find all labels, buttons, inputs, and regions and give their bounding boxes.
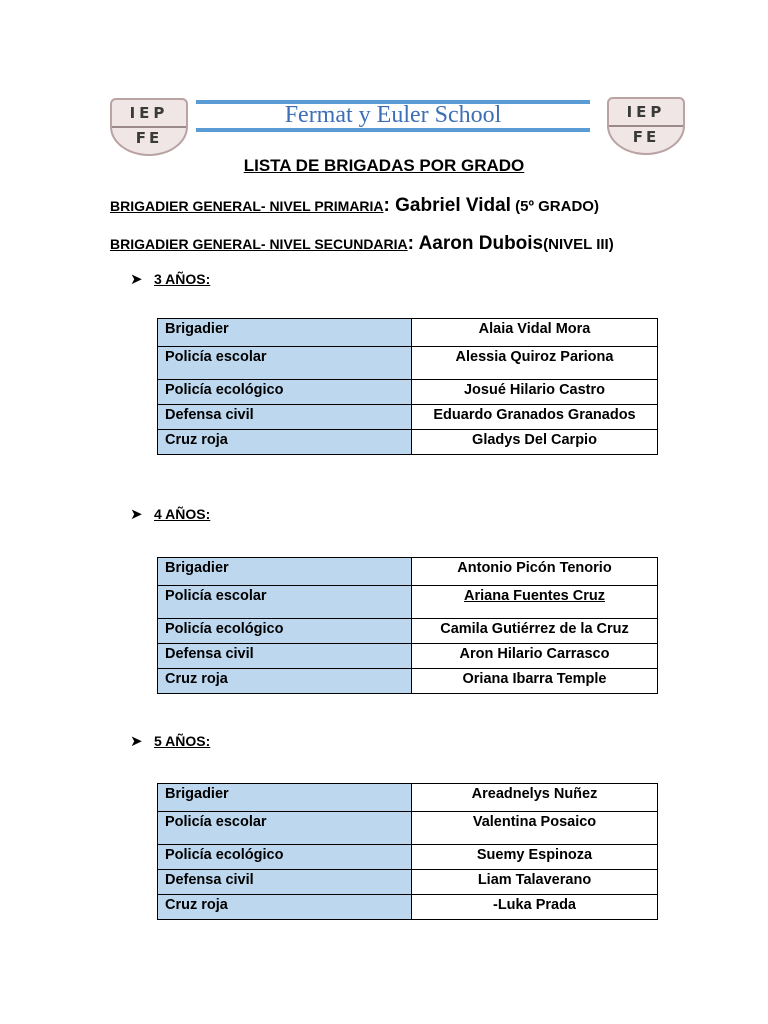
person-cell: Oriana Ibarra Temple [412, 669, 658, 694]
general-label: BRIGADIER GENERAL- NIVEL SECUNDARIA [110, 236, 408, 252]
school-seal-logo [607, 97, 685, 155]
table-row [158, 619, 658, 644]
section-heading-4-anos [130, 505, 210, 523]
person-cell: -Luka Prada [412, 895, 658, 920]
person-cell: Alaia Vidal Mora [412, 319, 658, 347]
role-cell: Brigadier [158, 558, 412, 586]
role-cell: Defensa civil [158, 405, 412, 430]
role-cell: Defensa civil [158, 644, 412, 669]
role-cell: Policía escolar [158, 347, 412, 380]
role-cell: Cruz roja [158, 669, 412, 694]
role-cell: Policía escolar [158, 812, 412, 845]
brigade-table-3-anos [157, 318, 658, 455]
role-cell: Policía ecológico [158, 845, 412, 870]
seal-bottom-text: FE [112, 126, 186, 147]
table-row [158, 347, 658, 380]
person-cell: Gladys Del Carpio [412, 430, 658, 455]
seal-top-text: IEP [626, 103, 666, 121]
section-heading-3-anos [130, 270, 210, 288]
person-cell: Valentina Posaico [412, 812, 658, 845]
general-separator: : [383, 195, 396, 216]
header-rule-bottom [196, 128, 590, 132]
table-row [158, 558, 658, 586]
general-secundaria-line [110, 233, 614, 255]
table-row [158, 812, 658, 845]
general-grade: (NIVEL III) [543, 236, 614, 253]
section-heading-text: 3 AÑOS: [154, 271, 211, 287]
role-cell: Policía ecológico [158, 380, 412, 405]
general-name: Aaron Dubois [418, 233, 544, 254]
role-cell: Brigadier [158, 319, 412, 347]
role-cell: Policía ecológico [158, 619, 412, 644]
general-label: BRIGADIER GENERAL- NIVEL PRIMARIA [110, 198, 384, 214]
role-cell: Cruz roja [158, 430, 412, 455]
table-row [158, 380, 658, 405]
school-seal-logo [110, 98, 188, 156]
role-cell: Policía escolar [158, 586, 412, 619]
brigade-table-5-anos [157, 783, 658, 920]
general-primaria-line [110, 195, 599, 217]
role-cell: Brigadier [158, 784, 412, 812]
person-cell: Aron Hilario Carrasco [412, 644, 658, 669]
table-row [158, 870, 658, 895]
seal-bottom-text: FE [609, 125, 683, 146]
page-title: LISTA DE BRIGADAS POR GRADO [243, 156, 525, 175]
table-row [158, 405, 658, 430]
table-row [158, 669, 658, 694]
person-cell: Alessia Quiroz Pariona [412, 347, 658, 380]
section-heading-text: 5 AÑOS: [154, 733, 211, 749]
table-row [158, 319, 658, 347]
table-row [158, 784, 658, 812]
arrow-bullet-icon: ➤ [130, 506, 143, 523]
person-cell: Suemy Espinoza [412, 845, 658, 870]
role-cell: Defensa civil [158, 870, 412, 895]
general-grade: (5º GRADO) [510, 198, 599, 215]
brigade-table-4-anos [157, 557, 658, 694]
table-row [158, 644, 658, 669]
role-cell: Cruz roja [158, 895, 412, 920]
person-cell: Camila Gutiérrez de la Cruz [412, 619, 658, 644]
general-separator: : [407, 233, 419, 254]
table-row [158, 430, 658, 455]
arrow-bullet-icon: ➤ [130, 271, 143, 288]
person-cell: Liam Talaverano [412, 870, 658, 895]
person-cell: Areadnelys Nuñez [412, 784, 658, 812]
school-name: Fermat y Euler School [284, 102, 502, 128]
arrow-bullet-icon: ➤ [130, 733, 143, 750]
person-cell: Josué Hilario Castro [412, 380, 658, 405]
person-cell: Ariana Fuentes Cruz [412, 586, 658, 619]
table-row [158, 845, 658, 870]
general-name: Gabriel Vidal [395, 195, 511, 216]
person-cell: Eduardo Granados Granados [412, 405, 658, 430]
section-heading-5-anos [130, 732, 210, 750]
table-row [158, 895, 658, 920]
table-row [158, 586, 658, 619]
person-cell: Antonio Picón Tenorio [412, 558, 658, 586]
seal-top-text: IEP [129, 104, 169, 122]
section-heading-text: 4 AÑOS: [154, 506, 211, 522]
